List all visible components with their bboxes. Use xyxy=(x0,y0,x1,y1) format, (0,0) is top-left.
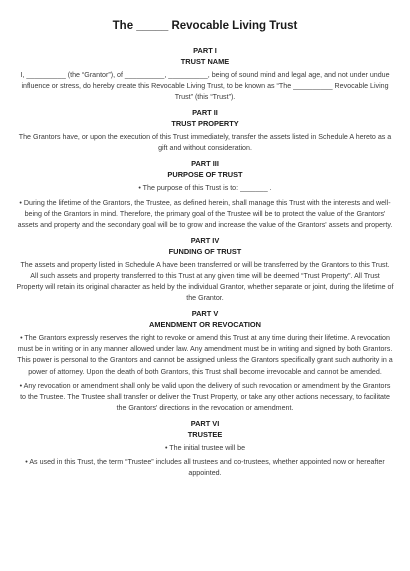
section-part-2 xyxy=(16,107,394,154)
paragraph: • The purpose of this Trust is to: _______ . xyxy=(138,184,272,193)
paragraph: • During the lifetime of the Grantors, the Trustee, as defined herein, shall manage this Trust with the interests and well-being of the Grantors in mind. Therefore, the primary goal of the Trustee will be to protect the value of the Grantors' assets and property and the secondary goal will be to grow and increase the value of the Grantors' assets and property. xyxy=(17,198,393,229)
paragraph: I, __________ (the “Grantor”), of __________, __________, being of sound mind and legal age, and not under undue influence or stress, do hereby create this Revocable Living Trust, to be known as “The __________ Revocable Living Trust” (this “Trust”). xyxy=(20,71,390,102)
part-heading: AMENDMENT OR REVOCATION xyxy=(149,320,261,330)
section-part-6 xyxy=(16,418,394,479)
paragraph: The Grantors have, or upon the execution of this Trust immediately, transfer the assets listed in Schedule A hereto as a gift and without consideration. xyxy=(18,133,392,153)
document-title: The _____ Revocable Living Trust xyxy=(112,20,298,32)
paragraph: • The Grantors expressly reserves the right to revoke or amend this Trust at any time during their lifetime. A revocation must be in writing or in any manner allowed under law. Any amendment must be in writing and signed by both Grantors. This power is personal to the Grantors and cannot be assigned unless the Grantors specifically grant such authority in a power of attorney. Upon the death of both Grantors, this Trust shall become irrevocable and cannot be amended. xyxy=(17,334,393,376)
part-heading: FUNDING OF TRUST xyxy=(168,246,242,256)
paragraph: • The initial trustee will be xyxy=(164,443,246,452)
part-number: PART V xyxy=(191,309,219,319)
part-heading: TRUST NAME xyxy=(180,57,230,66)
part-heading: TRUSTEE xyxy=(187,429,223,439)
part-number: PART III xyxy=(191,159,219,169)
paragraph: The assets and property listed in Schedule A have been transferred or will be transferred by the Grantors to this Trust. All such assets and property transferred to this Trust at any given time will be deemed “Trust Property”. All Trust Property will retain its original character as held by the individual Grantor, whether separate or joint, during the lifetime of the Grantor. xyxy=(16,260,394,303)
part-number: PART II xyxy=(192,108,218,118)
section-part-1 xyxy=(16,45,394,103)
section-part-4 xyxy=(16,235,394,304)
part-heading: TRUST PROPERTY xyxy=(171,119,239,129)
part-number: PART VI xyxy=(190,418,220,428)
part-heading: PURPOSE OF TRUST xyxy=(167,170,243,180)
part-number: PART IV xyxy=(190,235,220,245)
paragraph: • As used in this Trust, the term “Trustee” includes all trustees and co-trustees, whether appointed now or hereafter appointed. xyxy=(25,457,385,478)
part-number: PART I xyxy=(193,46,217,55)
paragraph: • Any revocation or amendment shall only be valid upon the delivery of such revocation or amendment by the Grantors to the Trustee. The Trustee shall transfer or deliver the Trust Property, or take any other actions necessary, to facilitate the Grantors' directions in the revocation or amendment. xyxy=(19,381,391,412)
section-part-5 xyxy=(16,308,394,414)
section-part-3 xyxy=(16,158,394,230)
